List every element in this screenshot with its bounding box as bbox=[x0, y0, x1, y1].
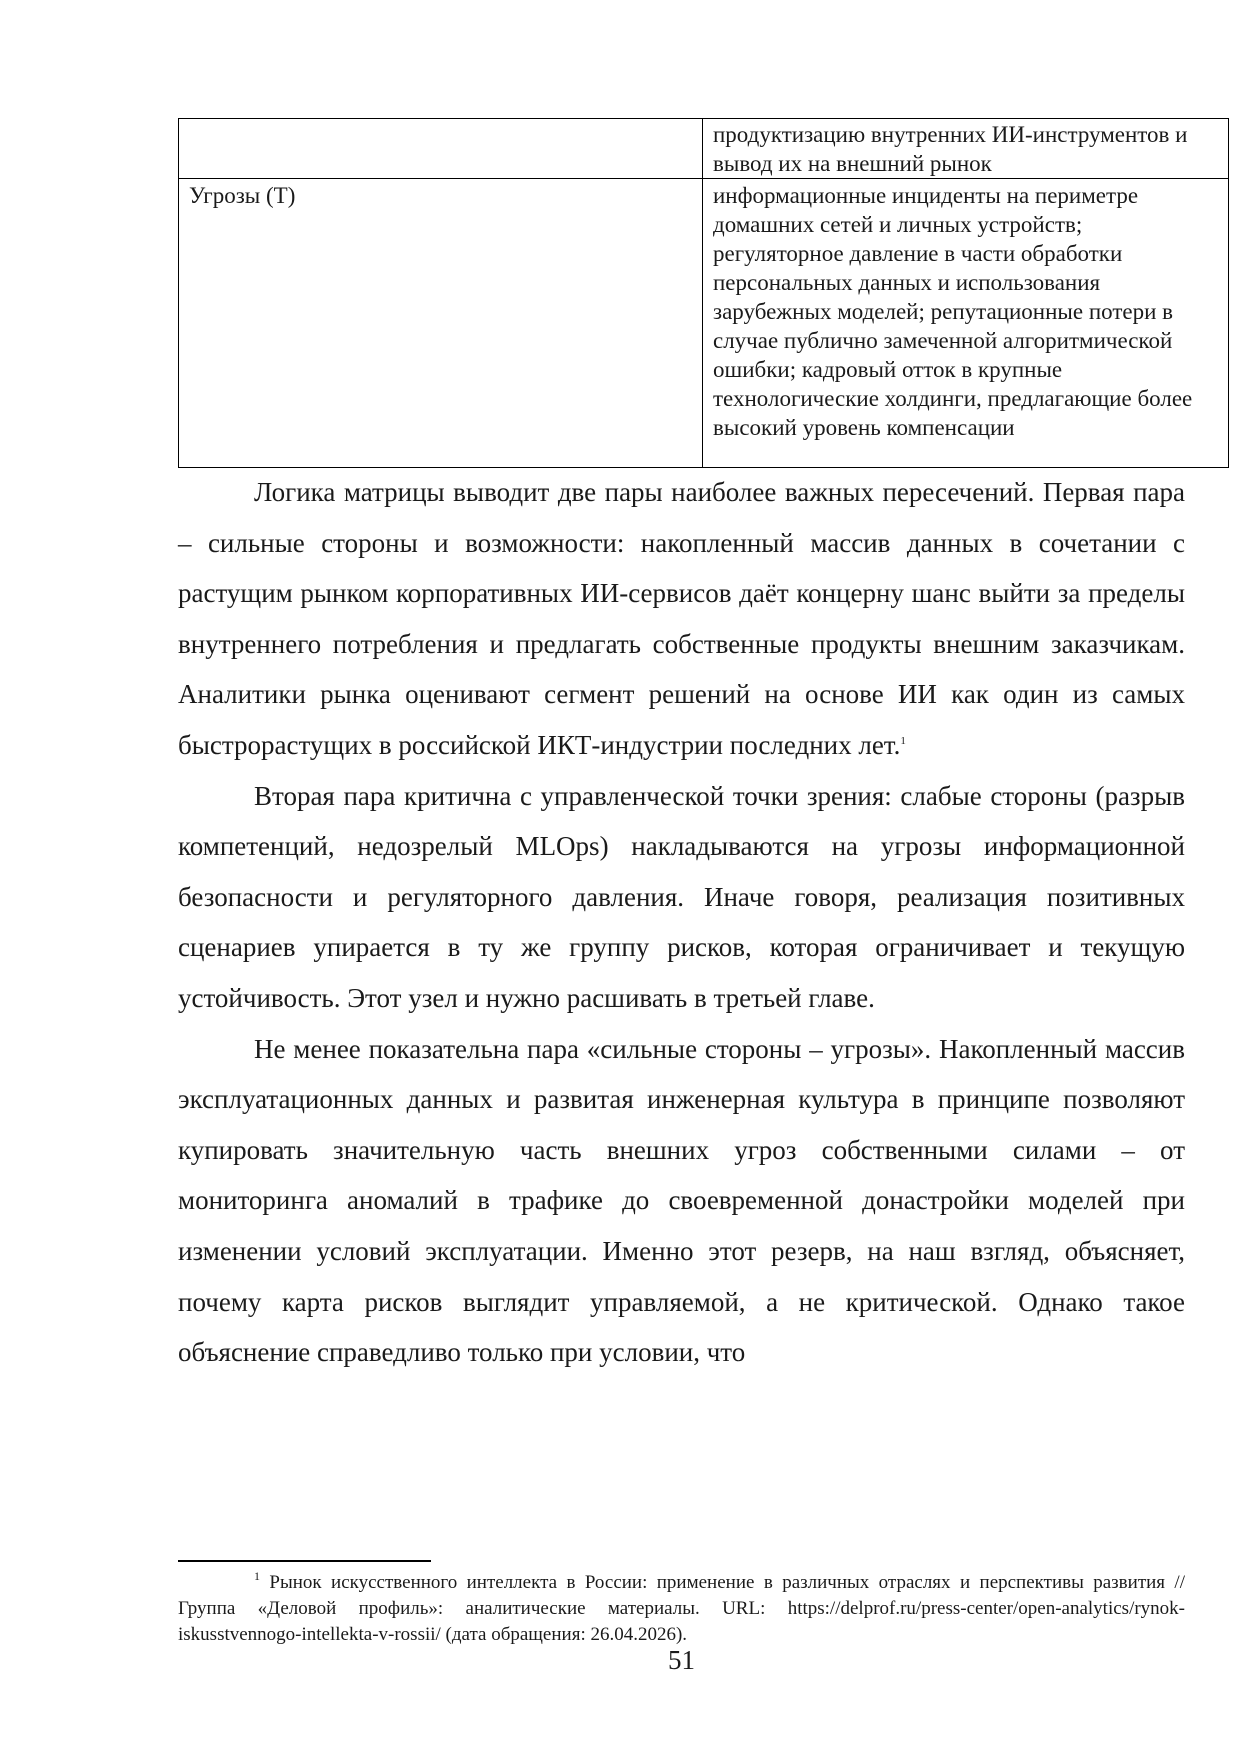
paragraph-weaknesses-threats bbox=[178, 771, 1185, 1024]
paragraph-text: Вторая пара критична с управленческой точки зрения: слабые стороны (разрыв компетенций, недозрелый MLOps) накладываются на угрозы информационной безопасности и регуляторного давления. Иначе говоря, реализация позитивных сценариев упирается в ту же группу рисков, которая ограничивает и текущую устойчивость. Этот узел и нужно расшивать в третьей главе. bbox=[178, 780, 1185, 1013]
paragraph-text: Не менее показательна пара «сильные стороны – угрозы». Накопленный массив эксплуатационных данных и развитая инженерная культура в принципе позволяют купировать значительную часть внешних угроз собственными силами – от мониторинга аномалий в трафике до своевременной донастройки моделей при изменении условий эксплуатации. Именно этот резерв, на наш взгляд, объясняет, почему карта рисков выглядит управляемой, а не критической. Однако такое объяснение справедливо только при условии, что bbox=[178, 1033, 1185, 1368]
paragraph-text: Логика матрицы выводит две пары наиболее важных пересечений. Первая пара – сильные стороны и возможности: накопленный массив данных в сочетании с растущим рынком корпоративных ИИ-сервисов даёт концерну шанс выйти за пределы внутреннего потребления и предлагать собственные продукты внешним заказчикам. Аналитики рынка оценивают сегмент решений на основе ИИ как один из самых быстрорастущих в российской ИКТ-индустрии последних лет. bbox=[178, 477, 1185, 760]
table-cell-text: информационные инциденты на периметре домашних сетей и личных устройств; регуляторное давление в части обработки персональных данных и использования зарубежных моделей; репутационные потери в случае публично замеченной алгоритмической ошибки; кадровый отток в крупные технологические холдинги, предлагающие более высокий уровень компенсации bbox=[703, 179, 1229, 468]
paragraph-strengths-opportunities bbox=[178, 467, 1185, 771]
footnote-number: 1 bbox=[254, 1569, 260, 1583]
footnote-text: Рынок искусственного интеллекта в России: применение в различных отраслях и перспективы развития // Группа «Деловой профиль»: аналитические материалы. URL: https://delprof.ru/press-center/open-analytics/rynok-iskusstvennogo-intellekta-v-rossii/ (дата обращения: 26.04.2026). bbox=[178, 1572, 1185, 1645]
footnote bbox=[178, 1570, 1185, 1648]
table-row-threats bbox=[179, 179, 1229, 468]
table-cell-label bbox=[179, 119, 703, 179]
page-number: 51 bbox=[668, 1645, 695, 1675]
table-cell-label: Угрозы (T) bbox=[179, 179, 703, 468]
body-text bbox=[178, 467, 1185, 1378]
paragraph-strengths-threats bbox=[178, 1024, 1185, 1378]
table-row-continuation bbox=[179, 119, 1229, 179]
table-cell-text: продуктизацию внутренних ИИ-инструментов и вывод их на внешний рынок bbox=[703, 119, 1229, 179]
footnote-ref[interactable]: 1 bbox=[900, 734, 906, 747]
swot-table bbox=[178, 118, 1229, 468]
footnote-separator bbox=[178, 1560, 431, 1562]
